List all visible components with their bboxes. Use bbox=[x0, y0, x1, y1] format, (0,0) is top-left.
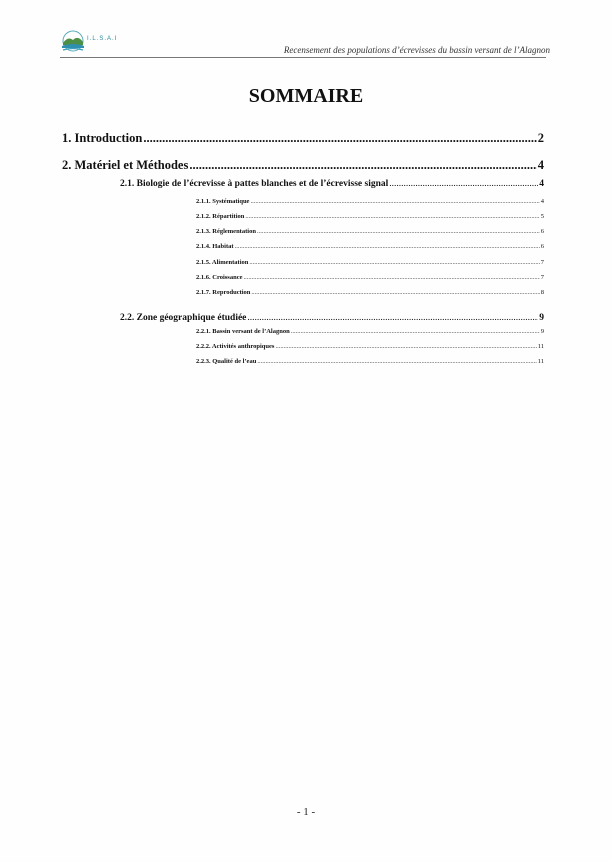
toc-entry-croissance[interactable] bbox=[196, 274, 544, 281]
toc-entry-label: 2.1.6. Croissance bbox=[196, 274, 243, 281]
toc-entry-page: 7 bbox=[540, 274, 544, 281]
toc-entry-page: 6 bbox=[540, 243, 544, 250]
toc-entry-label: 2.1. Biologie de l’écrevisse à pattes blanches et de l’écrevisse signal bbox=[120, 179, 389, 189]
toc-entry-page: 5 bbox=[540, 213, 544, 220]
toc-entry-label: 2.1.5. Alimentation bbox=[196, 259, 249, 266]
toc-entry-activites-anthropiques[interactable] bbox=[196, 343, 544, 350]
toc-entry-label: 1. Introduction bbox=[62, 131, 143, 145]
toc-leader-dots bbox=[247, 313, 538, 323]
header-divider bbox=[60, 57, 546, 58]
toc-entry-label: 2.2.3. Qualité de l’eau bbox=[196, 358, 257, 365]
toc-entry-page: 7 bbox=[540, 259, 544, 266]
toc-leader-dots bbox=[389, 179, 538, 189]
toc-entry-materiel-methodes[interactable] bbox=[62, 158, 544, 173]
toc-leader-dots bbox=[275, 343, 536, 350]
toc-leader-dots bbox=[250, 198, 539, 205]
toc-leader-dots bbox=[189, 158, 536, 173]
page-title: SOMMAIRE bbox=[248, 85, 364, 107]
toc-leader-dots bbox=[143, 131, 536, 146]
toc-leader-dots bbox=[251, 289, 539, 296]
toc-entry-page: 11 bbox=[537, 343, 544, 350]
toc-leader-dots bbox=[291, 328, 540, 335]
toc-entry-reproduction[interactable] bbox=[196, 289, 544, 296]
toc-entry-label: 2.1.3. Réglementation bbox=[196, 228, 256, 235]
toc-entry-label: 2.1.4. Habitat bbox=[196, 243, 234, 250]
toc-entry-page: 11 bbox=[537, 358, 544, 365]
toc-entry-page: 9 bbox=[540, 328, 544, 335]
running-header-title: Recensement des populations d’écrevisses du bassin versant de l’Alagnon bbox=[283, 45, 550, 55]
toc-entry-systematique[interactable] bbox=[196, 198, 544, 205]
toc-entry-page: 8 bbox=[540, 289, 544, 296]
logo-text: I.L.S.A.I bbox=[87, 36, 118, 42]
toc-leader-dots bbox=[245, 213, 539, 220]
toc-entry-zone-geographique[interactable] bbox=[120, 313, 544, 323]
toc-entry-label: 2.1.1. Systématique bbox=[196, 198, 250, 205]
toc-entry-label: 2.2.2. Activités anthropiques bbox=[196, 343, 275, 350]
landscape-logo-icon bbox=[60, 30, 86, 54]
toc-entry-page: 4 bbox=[539, 179, 544, 189]
organization-logo bbox=[60, 30, 117, 54]
toc-entry-biologie[interactable] bbox=[120, 179, 544, 189]
toc-entry-habitat[interactable] bbox=[196, 243, 544, 250]
toc-entry-label: 2.1.7. Reproduction bbox=[196, 289, 251, 296]
toc-leader-dots bbox=[243, 274, 539, 281]
toc-entry-label: 2. Matériel et Méthodes bbox=[62, 158, 189, 172]
toc-entry-reglementation[interactable] bbox=[196, 228, 544, 235]
toc-entry-page: 6 bbox=[540, 228, 544, 235]
toc-entry-page: 2 bbox=[537, 131, 544, 145]
toc-entry-qualite-eau[interactable] bbox=[196, 358, 544, 365]
toc-entry-label: 2.2.1. Bassin versant de l’Alagnon bbox=[196, 328, 290, 335]
toc-entry-label: 2.1.2. Répartition bbox=[196, 213, 245, 220]
toc-entry-label: 2.2. Zone géographique étudiée bbox=[120, 313, 247, 323]
toc-entry-repartition[interactable] bbox=[196, 213, 544, 220]
toc-entry-alimentation[interactable] bbox=[196, 259, 544, 266]
toc-entry-introduction[interactable] bbox=[62, 131, 544, 146]
toc-entry-page: 9 bbox=[539, 313, 544, 323]
toc-entry-page: 4 bbox=[540, 198, 544, 205]
toc-leader-dots bbox=[257, 228, 540, 235]
toc-leader-dots bbox=[235, 243, 540, 250]
page-number: - 1 - bbox=[296, 806, 316, 818]
toc-entry-page: 4 bbox=[537, 158, 544, 172]
toc-leader-dots bbox=[249, 259, 539, 266]
toc-leader-dots bbox=[257, 358, 536, 365]
toc-entry-bassin-versant[interactable] bbox=[196, 328, 544, 335]
